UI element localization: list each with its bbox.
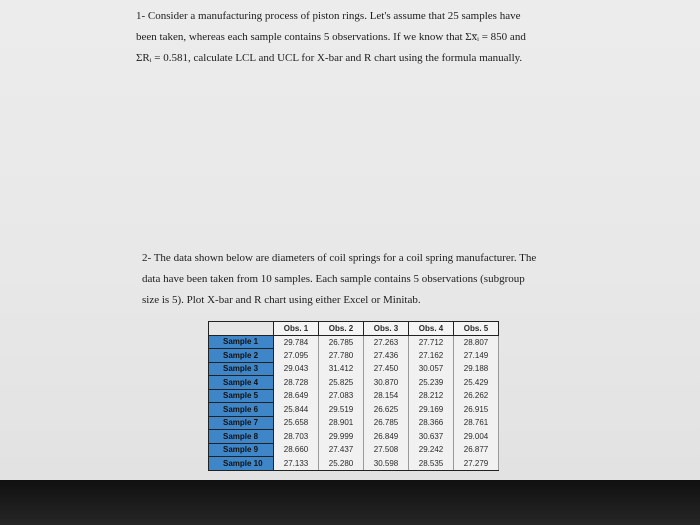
table-cell: 25.280 [319, 457, 364, 471]
table-cell: 28.807 [454, 335, 499, 349]
table-cell: 25.844 [274, 403, 319, 417]
table-cell: 30.870 [364, 376, 409, 390]
table-cell: 25.825 [319, 376, 364, 390]
data-table [208, 321, 499, 471]
table-cell: 30.637 [409, 430, 454, 444]
row-header: Sample 4 [209, 376, 274, 390]
table-cell: 29.519 [319, 403, 364, 417]
row-header: Sample 10 [209, 457, 274, 471]
table-cell: 27.780 [319, 349, 364, 363]
table-cell: 26.785 [364, 416, 409, 430]
row-header: Sample 7 [209, 416, 274, 430]
row-header: Sample 5 [209, 389, 274, 403]
table-cell: 27.437 [319, 443, 364, 457]
table-cell: 28.366 [409, 416, 454, 430]
table-row [209, 376, 499, 390]
table-cell: 27.083 [319, 389, 364, 403]
table-cell: 27.508 [364, 443, 409, 457]
table-row [209, 349, 499, 363]
table-cell: 27.133 [274, 457, 319, 471]
column-header: Obs. 5 [454, 322, 499, 336]
table-cell: 28.660 [274, 443, 319, 457]
question-2-line-3: size is 5). Plot X-bar and R chart using either Excel or Minitab. [142, 294, 421, 306]
table-row [209, 430, 499, 444]
row-header: Sample 9 [209, 443, 274, 457]
table-cell: 27.450 [364, 362, 409, 376]
column-header: Obs. 3 [364, 322, 409, 336]
table-row [209, 335, 499, 349]
table-cell: 27.712 [409, 335, 454, 349]
table-row [209, 457, 499, 471]
table-cell: 25.239 [409, 376, 454, 390]
table-cell: 25.429 [454, 376, 499, 390]
row-header: Sample 3 [209, 362, 274, 376]
table-cell: 28.154 [364, 389, 409, 403]
table-cell: 29.169 [409, 403, 454, 417]
table-cell: 26.625 [364, 403, 409, 417]
question-2 [142, 248, 552, 311]
table-cell: 26.877 [454, 443, 499, 457]
table-cell: 29.999 [319, 430, 364, 444]
table-cell: 28.535 [409, 457, 454, 471]
table-cell: 27.095 [274, 349, 319, 363]
question-2-line-2: data have been taken from 10 samples. Each sample contains 5 observations (subgroup [142, 273, 525, 285]
table-cell: 25.658 [274, 416, 319, 430]
table-header-row [209, 322, 499, 336]
screen-bezel [0, 480, 700, 525]
column-header: Obs. 4 [409, 322, 454, 336]
column-header: Obs. 1 [274, 322, 319, 336]
table-cell: 29.043 [274, 362, 319, 376]
row-header: Sample 6 [209, 403, 274, 417]
question-2-line-1: 2- The data shown below are diameters of coil springs for a coil spring manufacturer. The [142, 252, 537, 264]
question-1-line-1: 1- Consider a manufacturing process of piston rings. Let's assume that 25 samples have [136, 10, 521, 22]
row-header: Sample 1 [209, 335, 274, 349]
table-corner [209, 322, 274, 336]
table-cell: 28.728 [274, 376, 319, 390]
table-cell: 28.901 [319, 416, 364, 430]
table-cell: 28.703 [274, 430, 319, 444]
table-cell: 29.004 [454, 430, 499, 444]
table-cell: 26.849 [364, 430, 409, 444]
table-cell: 27.162 [409, 349, 454, 363]
table-row [209, 389, 499, 403]
table-row [209, 416, 499, 430]
table-body [209, 335, 499, 470]
table-cell: 29.242 [409, 443, 454, 457]
question-1-line-2: been taken, whereas each sample contains 5 observations. If we know that Σx̅ᵢ = 850 and [136, 31, 526, 43]
row-header: Sample 8 [209, 430, 274, 444]
table-cell: 27.263 [364, 335, 409, 349]
table-cell: 27.149 [454, 349, 499, 363]
column-header: Obs. 2 [319, 322, 364, 336]
table-row [209, 362, 499, 376]
table-cell: 30.057 [409, 362, 454, 376]
table-cell: 31.412 [319, 362, 364, 376]
row-header: Sample 2 [209, 349, 274, 363]
table-row [209, 403, 499, 417]
table-cell: 30.598 [364, 457, 409, 471]
table-cell: 29.188 [454, 362, 499, 376]
table-cell: 28.649 [274, 389, 319, 403]
table-cell: 29.784 [274, 335, 319, 349]
table-cell: 27.279 [454, 457, 499, 471]
table-cell: 28.761 [454, 416, 499, 430]
table-row [209, 443, 499, 457]
table-cell: 26.915 [454, 403, 499, 417]
question-1-line-3: ΣRᵢ = 0.581, calculate LCL and UCL for X-bar and R chart using the formula manually. [136, 52, 523, 64]
table-cell: 26.262 [454, 389, 499, 403]
question-1 [136, 6, 554, 69]
table-cell: 26.785 [319, 335, 364, 349]
table-cell: 28.212 [409, 389, 454, 403]
table-cell: 27.436 [364, 349, 409, 363]
